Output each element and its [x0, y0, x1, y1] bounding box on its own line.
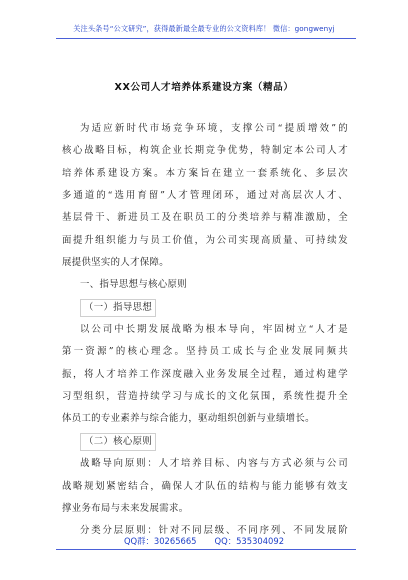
document-body [62, 118, 348, 543]
qq-number: 535304092 [236, 536, 285, 546]
header-divider [56, 38, 356, 39]
subsection-heading-label: （二）核心原则 [80, 433, 156, 451]
paragraph-line: 振，将人才培养工作深度融入业务发展全过程，通过构建学 [62, 368, 348, 380]
paragraph-line: 以公司中长期发展战略为根本导向，牢固树立“人才是 [80, 324, 348, 336]
paragraph-line: 体员工的专业素养与综合能力，驱动组织创新与业绩增长。 [62, 413, 315, 425]
subsection-heading-label: （一）指导思想 [80, 299, 156, 317]
paragraph-line: 培养体系建设方案。本方案旨在建立一套系统化、多层次 [62, 167, 348, 179]
paragraph-line: 撑业务布局与未来发展需求。 [62, 502, 189, 514]
footer-contact [0, 535, 408, 547]
paragraph-line: 多通道的“选用育留”人才管理闭环，通过对高层次人才、 [62, 190, 348, 202]
header-banner: 关注头条号“公文研究”，获得最新最全最专业的公文资料库！ 微信：gongwenyj [73, 24, 335, 33]
paragraph-line: 基层骨干、新进员工及在职员工的分类培养与精准激励，全 [62, 212, 348, 224]
subsection-heading [62, 431, 348, 453]
paragraph-line: 面提升组织能力与员工价值，为公司实现高质量、可持续发 [62, 234, 348, 246]
paragraph-line: 分类分层原则：针对不同层级、不同序列、不同发展阶 [80, 525, 348, 537]
document-title: XX公司人才培养体系建设方案（精品） [114, 82, 294, 93]
qq-group-label: QQ群： [123, 536, 154, 546]
footer-divider [56, 549, 356, 550]
paragraph-line: 核心战略目标，构筑企业长期竞争优势，特制定本公司人才 [62, 145, 348, 157]
section-heading: 一、指导思想与核心原则 [80, 279, 187, 291]
paragraph-line: 第一资源”的核心理念。坚持员工成长与企业发展同频共 [62, 346, 348, 358]
paragraph-line: 习型组织，营造持续学习与成长的文化氛围，系统性提升全 [62, 391, 348, 403]
subsection-heading [62, 297, 348, 319]
paragraph-line: 为适应新时代市场竞争环境，支撑公司“提质增效”的 [80, 123, 348, 134]
qq-group-number: 30265665 [153, 536, 197, 546]
paragraph-line: 战略导向原则：人才培养目标、内容与方式必须与公司 [80, 458, 348, 470]
paragraph-line: 战略规划紧密结合，确保人才队伍的结构与能力能够有效支 [62, 480, 348, 492]
paragraph-line: 展提供坚实的人才保障。 [62, 257, 169, 269]
qq-label: QQ： [214, 536, 237, 546]
